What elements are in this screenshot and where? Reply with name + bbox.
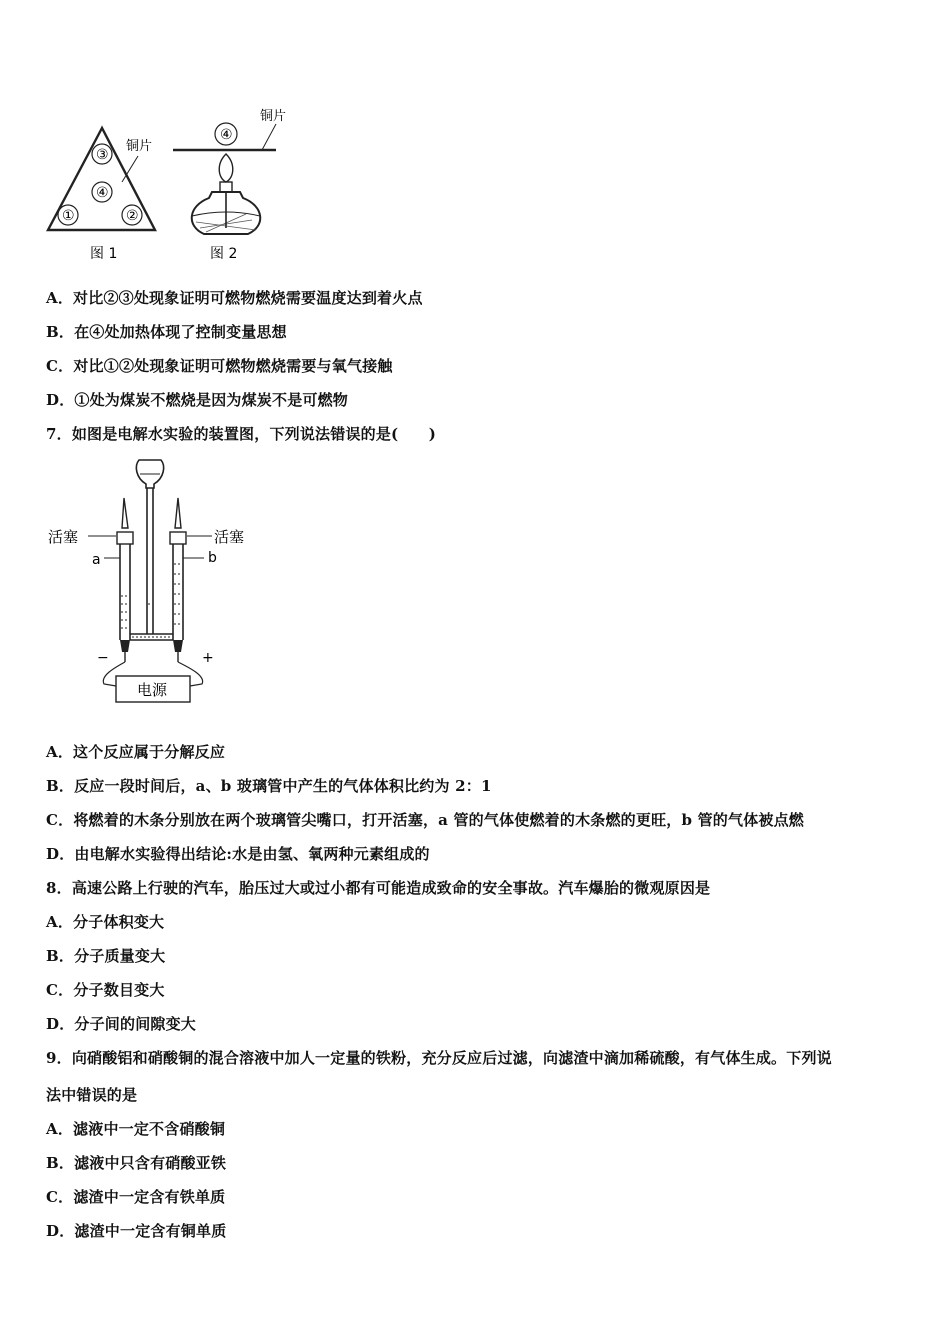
stopcock-left-label: 活塞 [48, 528, 79, 546]
plus-sign: + [202, 650, 214, 666]
q8-option-a: A．分子体积变大 [46, 913, 165, 931]
tube-a-label: a [92, 552, 101, 568]
stopcock-right-label: 活塞 [214, 528, 245, 546]
q9-option-d: D．滤渣中一定含有铜单质 [46, 1222, 227, 1240]
q9-option-c: C．滤渣中一定含有铁单质 [46, 1188, 226, 1206]
q8-option-c: C．分子数目变大 [46, 981, 165, 999]
marker-4-fig2: ④ [220, 127, 233, 143]
q7-electrolysis-figure [44, 454, 264, 714]
q8-stem: 8．高速公路上行驶的汽车，胎压过大或过小都有可能造成致命的安全事故。汽车爆胎的微观原因是 [46, 879, 711, 897]
q7-option-b: B．反应一段时间后，a、b 玻璃管中产生的气体体积比约为 2：1 [46, 777, 492, 795]
q6-option-c: C．对比①②处现象证明可燃物燃烧需要与氧气接触 [46, 357, 393, 375]
q9-option-b: B．滤液中只含有硝酸亚铁 [46, 1154, 227, 1172]
q9-stem-line2: 法中错误的是 [46, 1086, 138, 1104]
q7-option-a: A．这个反应属于分解反应 [46, 743, 226, 761]
q9-option-a: A．滤液中一定不含硝酸铜 [46, 1120, 226, 1138]
q7-option-c: C．将燃着的木条分别放在两个玻璃管尖嘴口，打开活塞，a 管的气体使燃着的木条燃的更旺，b 管的气体被点燃 [46, 811, 804, 829]
q8-option-d: D．分子间的间隙变大 [46, 1015, 197, 1033]
q6-option-a: A．对比②③处现象证明可燃物燃烧需要温度达到着火点 [46, 289, 423, 307]
power-label: 电源 [137, 681, 168, 699]
marker-2: ② [126, 208, 139, 224]
tube-b-label: b [208, 550, 217, 566]
fig1-caption: 图 1 [90, 246, 118, 262]
fig2-caption: 图 2 [210, 246, 238, 262]
minus-sign: − [97, 650, 109, 666]
marker-3: ③ [96, 147, 109, 163]
marker-1: ① [62, 208, 75, 224]
q9-stem-line1: 9．向硝酸铝和硝酸铜的混合溶液中加人一定量的铁粉，充分反应后过滤，向滤渣中滴加稀硫酸，有气体生成。下列说 [46, 1049, 832, 1067]
fig1-copper-label: 铜片 [126, 139, 153, 154]
q6-option-d: D．①处为煤炭不燃烧是因为煤炭不是可燃物 [46, 391, 349, 409]
q8-option-b: B．分子质量变大 [46, 947, 166, 965]
q7-stem: 7．如图是电解水实验的装置图，下列说法错误的是( ) [46, 425, 437, 443]
fig2-copper-label: 铜片 [260, 109, 287, 124]
marker-4-fig1: ④ [96, 185, 109, 201]
q7-option-d: D．由电解水实验得出结论:水是由氢、氧两种元素组成的 [46, 845, 430, 863]
q6-figure [40, 98, 310, 268]
q6-option-b: B．在④处加热体现了控制变量思想 [46, 323, 287, 341]
